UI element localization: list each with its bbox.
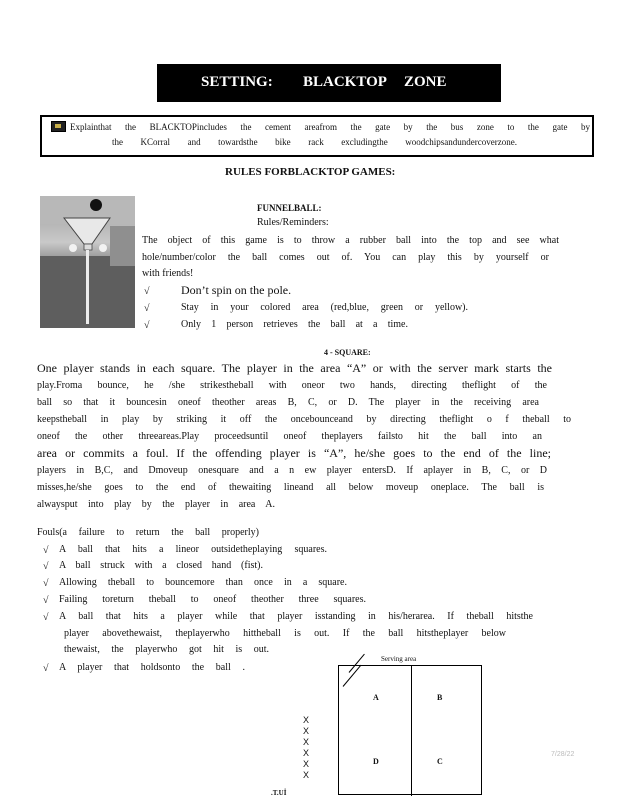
check-icon: √ [144,320,150,331]
check-icon: √ [144,303,150,314]
waiting-line-queue [303,715,309,781]
foursquare-line: alwaysput into play by the player in area A. [37,499,275,510]
check-icon: √ [43,561,49,572]
court-divider [411,666,412,796]
square-d-label: D [373,757,379,766]
note-line-2: the KCorral and towardsthe bike rack excludingthe woodchipsandundercoverzone. [112,137,517,147]
funnelball-subtitle: Rules/Reminders: [257,217,329,228]
presenter-note-icon [51,121,66,132]
foul-item: A player that holdsonto the ball . [59,662,245,673]
four-square-court [338,665,482,795]
setting-label: SETTING: [201,74,273,90]
check-icon: √ [43,612,49,623]
funnelball-rule: Don’t spin on the pole. [181,283,292,297]
rules-heading-part1: RULES [225,166,262,178]
fouls-heading: Fouls(a failure to return the ball properly) [37,527,259,538]
funnelball-para-line: The object of this game is to throw a rubber ball into the top and see what [142,235,559,246]
foursquare-line: One player stands in each square. The player in the area “A” or with the server mark starts the [37,361,552,375]
foursquare-line: area or commits a foul. If the offending player is “A”, he/she goes to the end of the line; [37,446,551,460]
funnelball-rule: Stay in your colored area (red,blue, green or yellow). [181,302,468,313]
square-c-label: C [437,757,443,766]
queue-marker: X [303,748,310,758]
zone-word: ZONE [404,74,447,90]
rules-heading-part2: FORBLACKTOP [264,166,349,178]
queue-marker: X [303,737,310,747]
presenter-note-box [40,115,594,157]
foursquare-line: misses,he/she goes to the end of thewaiting lineand all below moveup oneplace. The ball is [37,482,544,493]
funnelball-title: FUNNELBALL: [257,203,322,213]
foursquare-title: 4 - SQUARE: [324,348,371,357]
funnelball-para-line: with friends! [142,268,194,279]
square-a-label: A [373,693,379,702]
setting-value: BLACKTOP [303,74,387,90]
foul-item-continued: thewaist, the playerwho got hit is out. [64,644,269,655]
foul-item-continued: player abovethewaist, theplayerwho hittheball is out. If the ball hitstheplayer below [64,628,506,639]
funnelball-photo [40,196,135,328]
setting-header [157,64,501,102]
rules-heading [225,166,396,178]
foursquare-line: players in B,C, and Dmoveup onesquare and a n ew player entersD. If aplayer in B, C, or D [37,465,547,476]
check-icon: √ [43,545,49,556]
rules-heading-part3: GAMES: [351,166,396,178]
foul-item: A ball that hits a player while that player isstanding in his/herarea. If theball hitsthe [59,611,533,622]
foul-item: Failing toreturn theball to oneof theother three squares. [59,594,366,605]
funnelball-para-line: hole/number/color the ball comes out of. You can play this by yourself or [142,252,549,263]
note-line-1: Explainthat the BLACKTOPincludes the cement areafrom the gate by the bus zone to the gate by [70,122,590,132]
queue-marker: X [303,770,310,780]
queue-marker: X [303,726,310,736]
check-icon: √ [43,595,49,606]
foursquare-line: keepstheball in play by striking it off the oncebounceand by directing theflight o f theball to [37,414,571,425]
serving-area-label: Serving area [381,655,417,663]
square-b-label: B [437,693,443,702]
date-stamp: 7/28/22 [551,751,575,758]
foul-item: A ball that hits a lineor outsidetheplaying squares. [59,544,327,555]
check-icon: √ [43,578,49,589]
foursquare-line: ball so that it bouncesin oneof theother areas B, C, or D. The player in the receiving area [37,397,539,408]
queue-marker: X [303,759,310,769]
funnelball-drawing [40,196,135,328]
queue-marker: X [303,715,310,725]
check-icon: √ [43,663,49,674]
funnelball-rule: Only 1 person retrieves the ball at a time. [181,319,408,330]
foursquare-line: oneof the other threeareas.Play proceedsuntil oneof theplayers failsto hit the ball into an [37,431,542,442]
footer-mark: .T.Uİ [271,789,287,797]
foursquare-line: play.Froma bounce, he /she strikestheball with oneor two hands, directing theflight of the [37,380,547,391]
check-icon: √ [144,286,150,297]
foul-item: A ball struck with a closed hand (fist). [59,560,263,571]
foul-item: Allowing theball to bouncemore than once in a square. [59,577,347,588]
